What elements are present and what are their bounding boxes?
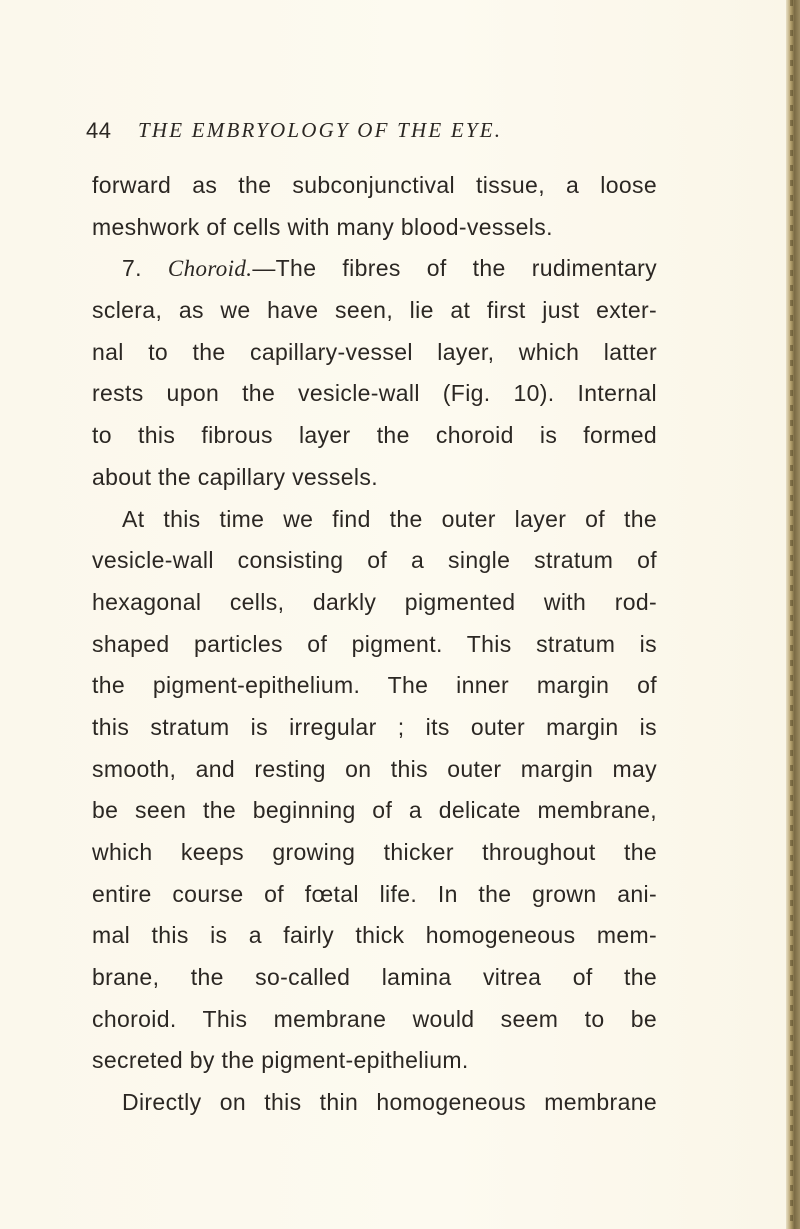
text-line: vesicle-wall consisting of a single stratum of	[92, 547, 657, 574]
text-line: choroid. This membrane would seem to be	[92, 1005, 657, 1032]
text-line: forward as the subconjunctival tissue, a loose	[92, 172, 657, 198]
text-line: sclera, as we have seen, lie at first just exter-	[92, 297, 657, 324]
page-number: 44	[86, 118, 112, 143]
text-line: brane, the so-called lamina vitrea of the	[92, 964, 657, 991]
text-line: rests upon the vesicle-wall (Fig. 10). Internal	[92, 380, 657, 407]
text-line: At this time we find the outer layer of the	[122, 505, 657, 532]
text-line: nal to the capillary-vessel layer, which latter	[92, 338, 657, 365]
page-edge	[786, 0, 800, 1229]
text-line: smooth, and resting on this outer margin may	[92, 755, 657, 782]
text-line: secreted by the pigment-epithelium.	[92, 1047, 469, 1074]
text-line: be seen the beginning of a delicate membrane,	[92, 797, 657, 824]
section-heading-line	[92, 248, 657, 290]
running-head: THE EMBRYOLOGY OF THE EYE.	[138, 118, 503, 142]
text-line: the pigment-epithelium. The inner margin of	[92, 672, 657, 699]
section-heading: Choroid.	[167, 256, 253, 282]
body-text	[92, 165, 657, 1124]
section-number: 7.	[122, 255, 142, 282]
text-line: meshwork of cells with many blood-vessels.	[92, 213, 553, 240]
page-header	[86, 118, 686, 148]
text-line: about the capillary vessels.	[92, 463, 378, 490]
text-line: hexagonal cells, darkly pigmented with rod-	[92, 588, 657, 615]
text-line: Directly on this thin homogeneous membrane	[122, 1089, 657, 1116]
text-line: shaped particles of pigment. This stratum is	[92, 630, 657, 657]
text-line: which keeps growing thicker throughout the	[92, 839, 657, 865]
text-line: mal this is a fairly thick homogeneous mem-	[92, 922, 657, 949]
text-line: this stratum is irregular ; its outer margin is	[92, 713, 657, 740]
text-line: entire course of fœtal life. In the grown ani-	[92, 880, 657, 907]
text-line: to this fibrous layer the choroid is formed	[92, 422, 657, 449]
section-heading-rest: —The fibres of the rudimentary	[252, 255, 657, 282]
